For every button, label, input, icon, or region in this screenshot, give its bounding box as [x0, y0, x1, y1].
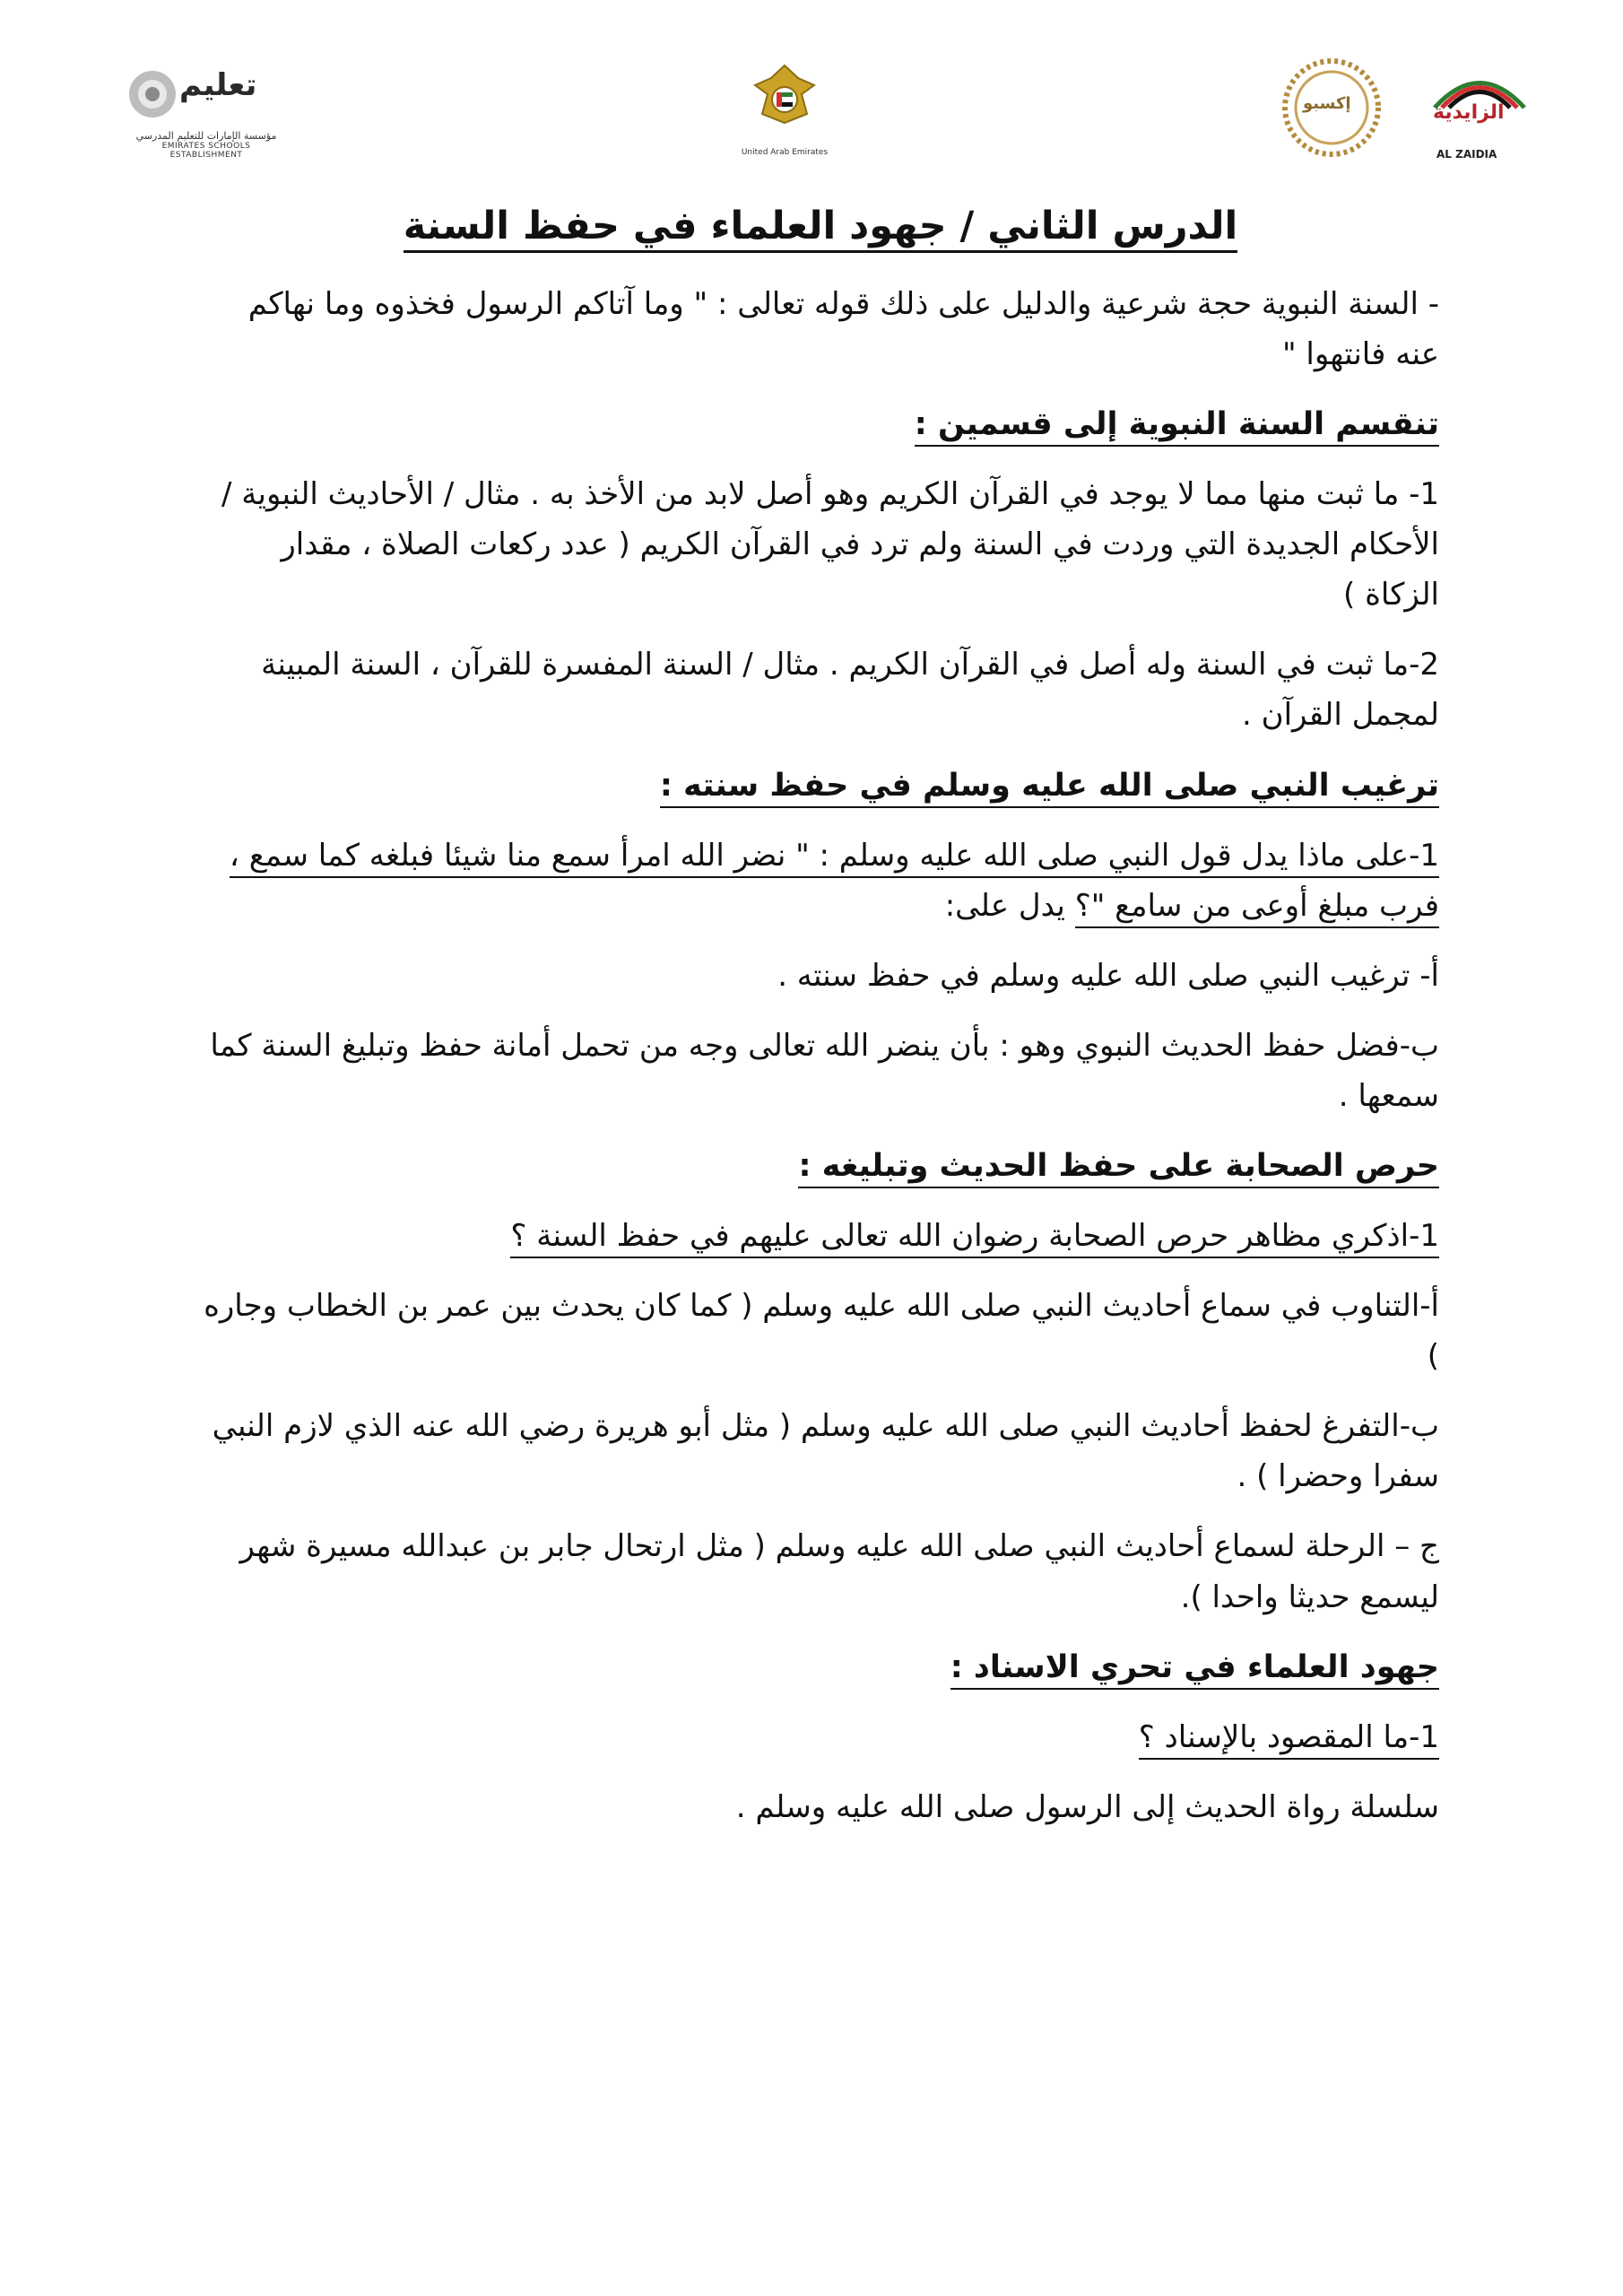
ese-logo-caption — [126, 130, 287, 160]
uae-logo-caption: United Arab Emirates — [741, 148, 829, 157]
question-text: 1-على ماذا يدل قول النبي صلى الله عليه وسلم : " نضر الله امرأ سمع منا شيئا فبلغه كما سمع ، فرب مبلغ أوعى من سامع "؟ — [230, 838, 1439, 928]
answer-item-a: أ-التناوب في سماع أحاديث النبي صلى الله عليه وسلم ( كما كان يحدث بين عمر بن الخطاب وجاره ) — [204, 1288, 1439, 1375]
ese-logo-caption-ar: مؤسسة الإمارات للتعليم المدرسي — [135, 130, 277, 142]
zaidia-logo-word: الزايدية — [1433, 101, 1505, 124]
section-heading-sunnah-divisions — [202, 399, 1439, 449]
section-heading-text: جهود العلماء في تحري الاسناد : — [950, 1649, 1439, 1690]
section-heading-text: حرص الصحابة على حفظ الحديث وتبليغه : — [798, 1148, 1439, 1188]
answer-item-b: ب-فضل حفظ الحديث النبوي وهو : بأن ينضر الله تعالى وجه من تحمل أمانة حفظ وتبليغ السنة كما سمعها . — [210, 1027, 1439, 1114]
question-tail: يدل على: — [944, 887, 1075, 924]
answer-item-b: ب-التفرغ لحفظ أحاديث النبي صلى الله عليه وسلم ( مثل أبو هريرة رضي الله عنه الذي لازم النبي سفرا وحضرا ) . — [212, 1408, 1439, 1495]
question-text: 1-ما المقصود بالإسناد ؟ — [1139, 1719, 1439, 1760]
section-heading-prophet-encouragement — [202, 761, 1439, 811]
section-heading-isnad — [202, 1642, 1439, 1692]
expo-badge-logo — [1278, 54, 1385, 161]
ese-logo-word: تعليم — [179, 67, 257, 103]
answer-isnad: سلسلة رواة الحديث إلى الرسول صلى الله عليه وسلم . — [735, 1788, 1439, 1825]
lesson-content — [202, 202, 1439, 1852]
question-companions-care — [202, 1211, 1439, 1261]
zaidia-logo-caption: AL ZAIDIA — [1436, 148, 1497, 161]
section-heading-text: ترغيب النبي صلى الله عليه وسلم في حفظ سنته : — [660, 768, 1439, 808]
division-item-1: 1- ما ثبت منها مما لا يوجد في القرآن الكريم وهو أصل لابد من الأخذ به . مثال / الأحاديث النبوية / الأحكام الجديدة التي وردت في السنة ولم ترد في القرآن الكريم ( عدد ركعات الصلاة ، مقدار الزكاة ) — [221, 476, 1439, 613]
al-zaidia-school-logo — [1426, 58, 1533, 166]
ese-logo-caption-en: EMIRATES SCHOOLS ESTABLISHMENT — [161, 142, 251, 160]
section-heading-companions-care — [202, 1141, 1439, 1191]
page-header — [0, 49, 1623, 166]
answer-item-c: ج – الرحلة لسماع أحاديث النبي صلى الله عليه وسلم ( مثل ارتحال جابر بن عبدالله مسيرة شهر ليسمع حديثا واحدا ). — [239, 1528, 1439, 1615]
answer-item-a: أ- ترغيب النبي صلى الله عليه وسلم في حفظ سنته . — [777, 957, 1439, 994]
intro-paragraph: - السنة النبوية حجة شرعية والدليل على ذلك قوله تعالى : " وما آتاكم الرسول فخذوه وما نهاكم عنه فانتهوا " — [247, 285, 1439, 372]
uae-emblem-logo — [741, 58, 829, 166]
ese-emblem-icon — [126, 67, 179, 121]
lesson-title-text — [404, 204, 1238, 253]
uae-falcon-icon — [744, 58, 825, 148]
lesson-title-bold: الدرس — [1112, 204, 1238, 248]
expo-logo-word: إكسبو — [1303, 94, 1351, 113]
emirates-schools-establishment-logo — [126, 67, 287, 166]
question-hadith-meaning — [202, 831, 1439, 931]
lesson-title-rest: الثاني / جهود العلماء في حفظ السنة — [403, 204, 1113, 248]
lesson-title — [202, 202, 1439, 252]
division-item-2: 2-ما ثبت في السنة وله أصل في القرآن الكريم . مثال / السنة المفسرة للقرآن ، السنة المبينة لمجمل القرآن . — [261, 647, 1439, 734]
section-heading-text: تنقسم السنة النبوية إلى قسمين : — [915, 406, 1439, 447]
question-isnad-meaning — [202, 1712, 1439, 1762]
question-text: 1-اذكري مظاهر حرص الصحابة رضوان الله تعالى عليهم في حفظ السنة ؟ — [510, 1218, 1439, 1258]
